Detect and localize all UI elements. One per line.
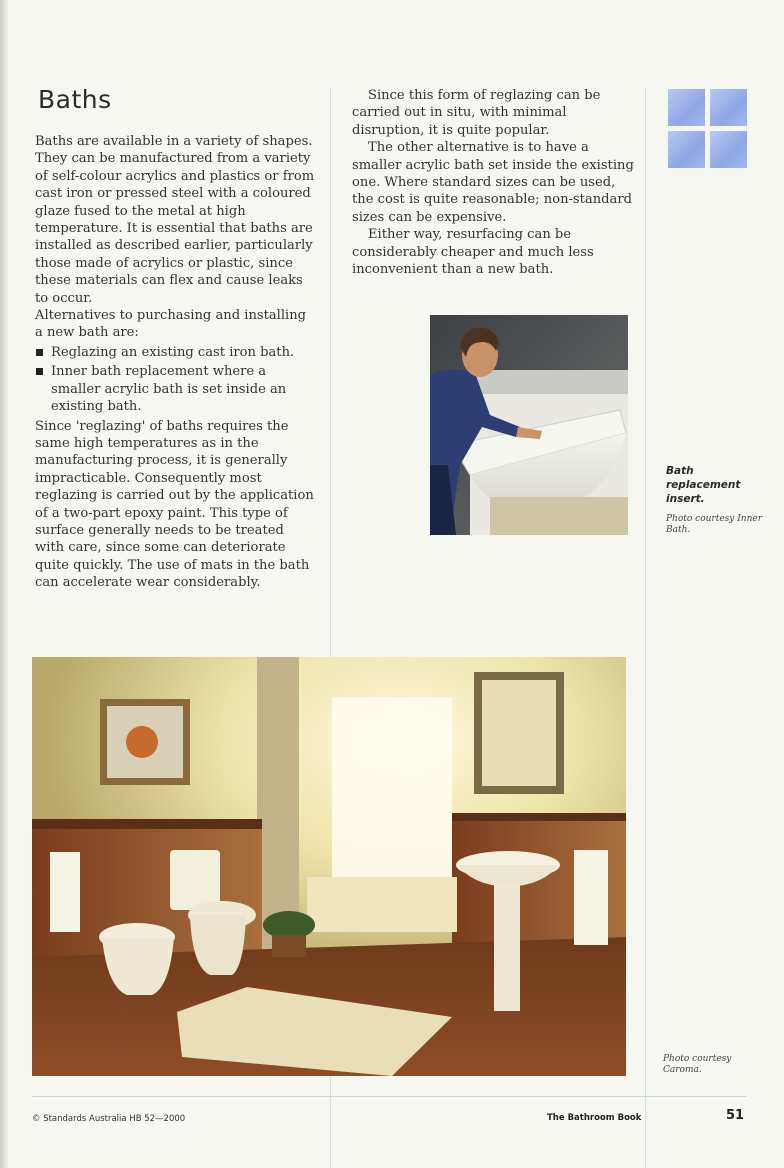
- tile-square: [710, 89, 747, 126]
- text-column-right: [352, 87, 634, 278]
- bath-insert-caption: Bath replacement insert.: [666, 465, 741, 505]
- square-bullet-icon: [36, 349, 43, 356]
- bath-insert-photo-credit: Photo courtesy Inner Bath.: [666, 514, 763, 535]
- footer-divider: [32, 1096, 746, 1097]
- tile-square: [668, 89, 705, 126]
- list-item: Reglazing an existing cast iron bath.: [35, 344, 317, 361]
- paragraph: Either way, resurfacing can be considerably cheaper and much less inconvenient than a new bath.: [352, 227, 594, 278]
- page-binding-edge: [0, 0, 8, 1168]
- intro-paragraph: Baths are available in a variety of shapes. They can be manufactured from a variety of self-colour acrylics and plastics or from cast iron or pressed steel with a coloured glaze fused to the metal at high temperature. It is essential that baths are installed as described earlier, particularly those made of acrylics or plastic, since these materials can flex and cause leaks to occur.: [35, 134, 315, 306]
- page-number: 51: [726, 1108, 745, 1123]
- footer-copyright: © Standards Australia HB 52—2000: [32, 1114, 186, 1124]
- decorative-tile-squares: [668, 89, 748, 169]
- alternatives-lead: Alternatives to purchasing and installing a new bath are:: [35, 308, 307, 341]
- square-bullet-icon: [36, 368, 43, 375]
- paragraph: Since this form of reglazing can be carried out in situ, with minimal disruption, it is quite popular.: [352, 88, 601, 138]
- footer-book-title: The Bathroom Book: [547, 1113, 642, 1123]
- page-heading: Baths: [38, 85, 112, 114]
- bathroom-photo-credit: Photo courtesy Caroma.: [663, 1054, 732, 1075]
- bath-insert-photo: [430, 315, 628, 535]
- alternatives-list: [35, 344, 317, 416]
- reglazing-paragraph: Since 'reglazing' of baths requires the same high temperatures as in the manufacturing process, it is generally impracticable. Consequently most reglazing is carried out by the application of a two-part epoxy paint. This type of surface generally needs to be treated with care, since some can deteriorate quite quickly. The use of mats in the bath can accelerate wear considerably.: [35, 418, 314, 591]
- tile-square: [668, 131, 705, 168]
- column-rule-right: [645, 88, 646, 1168]
- list-item: Inner bath replacement where a smaller acrylic bath is set inside an existing bath.: [35, 363, 317, 415]
- text-column-left: [35, 133, 317, 592]
- bathroom-interior-photo: [32, 657, 626, 1076]
- paragraph: The other alternative is to have a smaller acrylic bath set inside the existing one. Where standard sizes can be used, the cost is quite reasonable; non-standard sizes can be expensive.: [352, 140, 634, 225]
- tile-square: [710, 131, 747, 168]
